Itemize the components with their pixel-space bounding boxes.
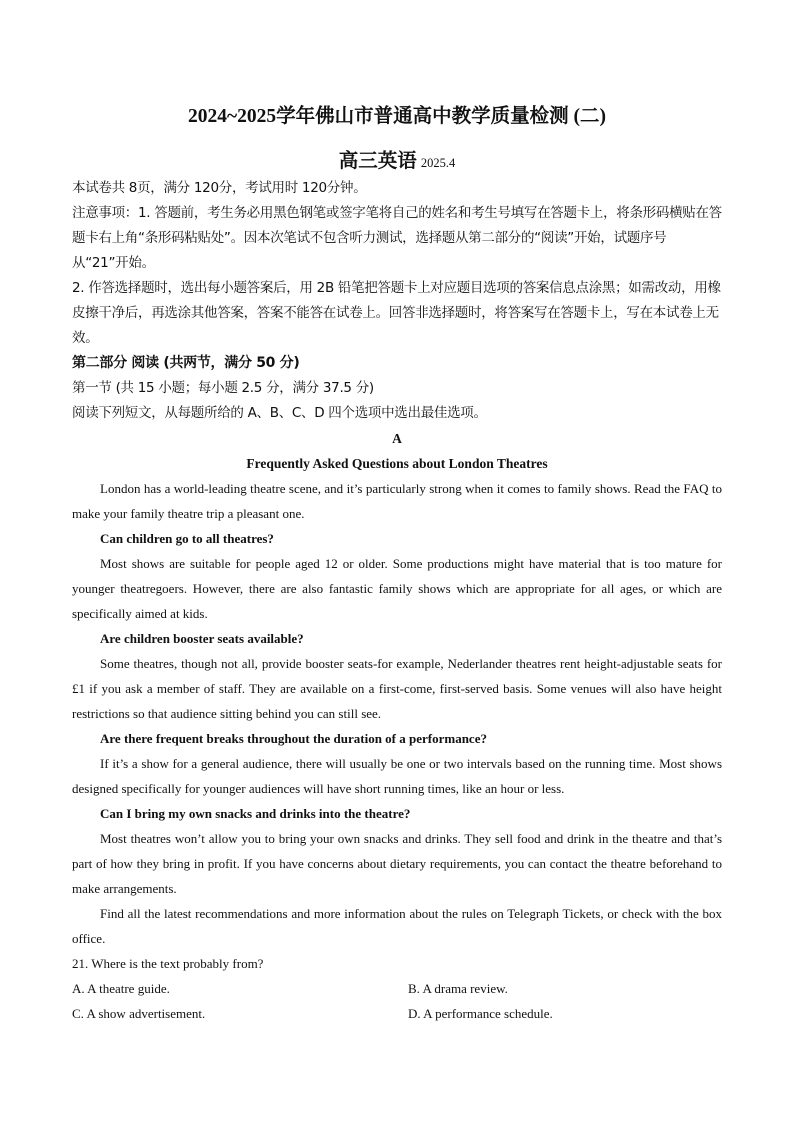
- instruction-note-2: 2. 作答选择题时，选出每小题答案后，用 2B 铅笔把答题卡上对应题目选项的答案信息点涂黑；如需改动，用橡皮擦干净后，再选涂其他答案，答案不能答在试卷上。回答非选择题时，将答案写在答题卡上，写在本试卷上无效。: [72, 280, 721, 346]
- faq-answer: Most shows are suitable for people aged 12 or older. Some productions might have material that is too mature for younger theatregoers. However, there are also fantastic family shows which are appropriate for all ages, or which are specifically aimed at kids.: [72, 556, 722, 621]
- passage-letter: A: [392, 431, 402, 446]
- option-d[interactable]: D. A performance schedule.: [408, 1006, 553, 1021]
- section-subtitle: 第一节 (共 15 小题；每小题 2.5 分，满分 37.5 分): [72, 380, 374, 396]
- passage-closing: Find all the latest recommendations and more information about the rules on Telegraph Tickets, or check with the box office.: [72, 906, 722, 946]
- option-b[interactable]: B. A drama review.: [408, 981, 508, 996]
- faq-question: Can children go to all theatres?: [100, 531, 274, 546]
- exam-date: 2025.4: [420, 156, 456, 170]
- subject-title: 高三英语: [338, 149, 417, 172]
- option-c[interactable]: C. A show advertisement.: [72, 1006, 206, 1021]
- exam-info: 本试卷共 8页，满分 120分，考试用时 120分钟。: [72, 180, 367, 196]
- question-stem: 21. Where is the text probably from?: [72, 956, 264, 971]
- faq-question: Can I bring my own snacks and drinks into the theatre?: [100, 806, 411, 821]
- passage-title: Frequently Asked Questions about London Theatres: [246, 456, 548, 471]
- faq-question: Are children booster seats available?: [100, 631, 304, 646]
- exam-page: [72, 104, 722, 1026]
- answer-options: [72, 976, 722, 1026]
- faq-answer: If it’s a show for a general audience, there will usually be one or two intervals based on the running time. Most shows designed specifically for younger audiences will have short running times, like an hour or less.: [72, 756, 722, 796]
- faq-answer: Most theatres won’t allow you to bring your own snacks and drinks. They sell food and drink in the theatre and that’s part of how they bring in profit. If you have concerns about dietary requirements, you can contact the theatre beforehand to make arrangements.: [72, 831, 722, 896]
- exam-title: 2024~2025学年佛山市普通高中教学质量检测 (二): [187, 106, 606, 127]
- faq-question: Are there frequent breaks throughout the duration of a performance?: [100, 731, 487, 746]
- instruction-note-1: 注意事项：1. 答题前，考生务必用黑色钢笔或签字笔将自己的姓名和考生号填写在答题卡上，将条形码横贴在答题卡右上角“条形码粘贴处”。因本次笔试不包含听力测试，选择题从第二部分的“阅读”开始，试题序号从“21”开始。: [72, 205, 722, 271]
- section-direction: 阅读下列短文，从每题所给的 A、B、C、D 四个选项中选出最佳选项。: [72, 405, 487, 421]
- faq-answer: Some theatres, though not all, provide booster seats-for example, Nederlander theatres rent height-adjustable seats for £1 if you ask a member of staff. They are available on a first-come, first-served basis. Some venues will also have height restrictions so that audience sitting behind you can still see.: [72, 656, 722, 721]
- exam-subtitle: [72, 148, 722, 176]
- passage-intro: London has a world-leading theatre scene, and it’s particularly strong when it comes to family shows. Read the FAQ to make your family theatre trip a pleasant one.: [72, 481, 722, 521]
- option-a[interactable]: A. A theatre guide.: [72, 981, 170, 996]
- part-title: 第二部分 阅读 (共两节，满分 50 分): [72, 355, 300, 371]
